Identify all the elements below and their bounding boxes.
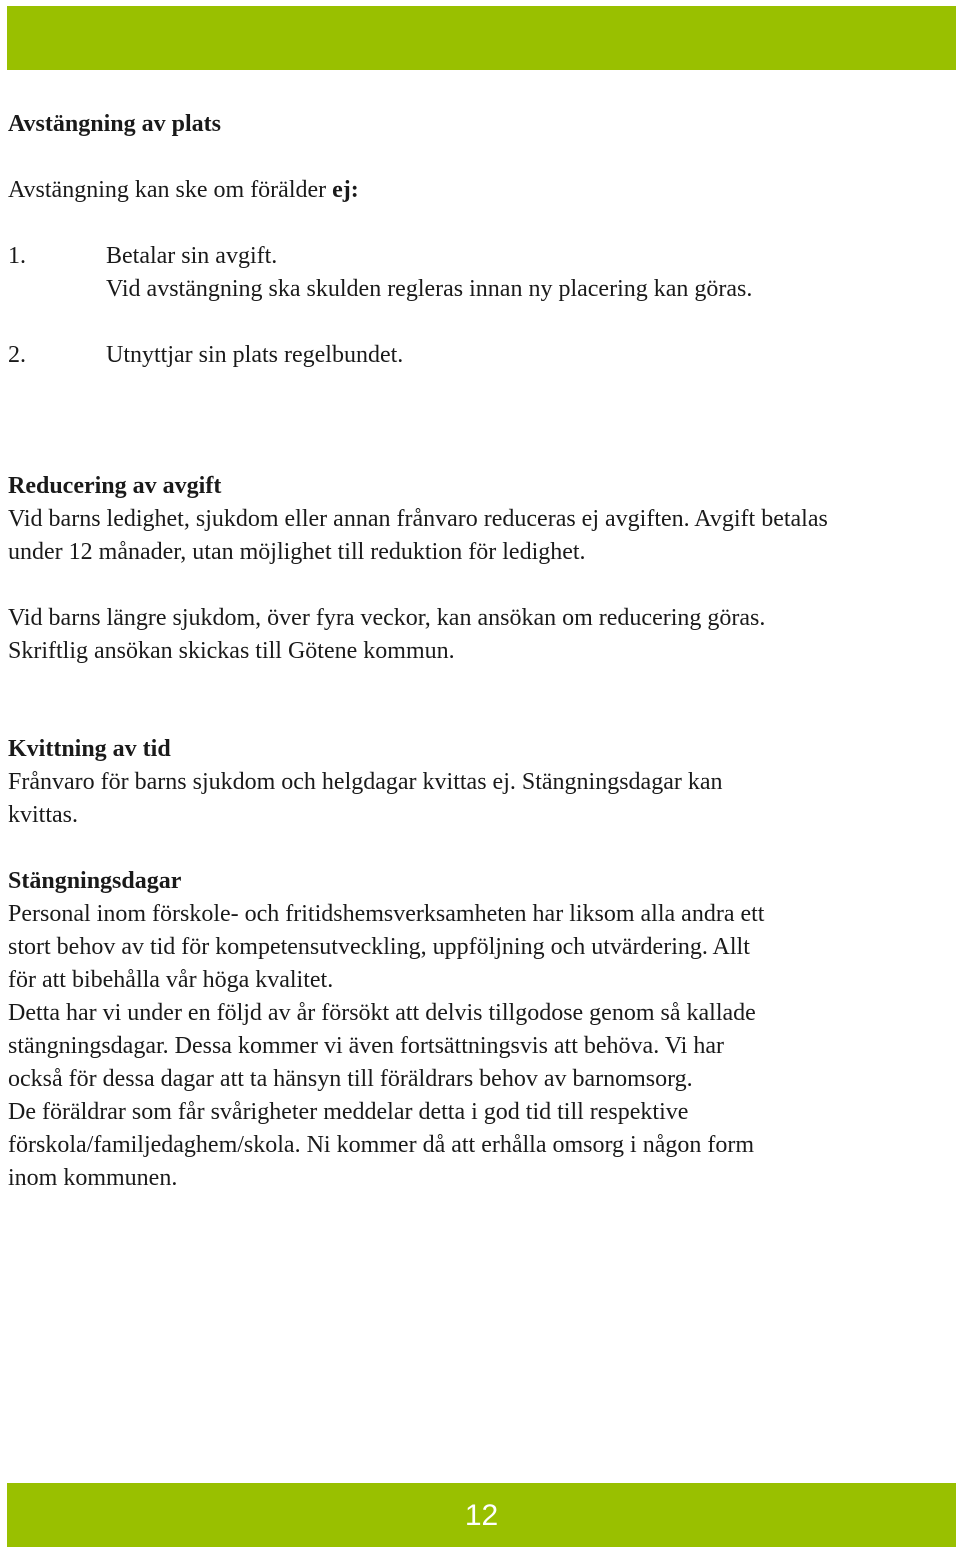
paragraph-line: Detta har vi under en följd av år försökt att delvis tillgodose genom så kallade <box>8 1000 756 1026</box>
paragraph-line: Vid barns ledighet, sjukdom eller annan frånvaro reduceras ej avgiften. Avgift betalas <box>8 506 828 532</box>
footer-bar <box>7 1483 956 1547</box>
intro-line <box>8 174 359 207</box>
list-subtext: Vid avstängning ska skulden regleras innan ny placering kan göras. <box>106 276 753 302</box>
intro-prefix: Avstängning kan ske om förälder <box>8 177 333 203</box>
heading-stangningsdagar: Stängningsdagar <box>8 868 182 894</box>
list-text: Betalar sin avgift. <box>106 243 278 269</box>
paragraph-line: Skriftlig ansökan skickas till Götene kommun. <box>8 638 455 664</box>
paragraph-line: Frånvaro för barns sjukdom och helgdagar kvittas ej. Stängningsdagar kan <box>8 769 723 795</box>
paragraph-line: Vid barns längre sjukdom, över fyra veckor, kan ansökan om reducering göras. <box>8 605 766 631</box>
paragraph-line: stängningsdagar. Dessa kommer vi även fortsättningsvis att behöva. Vi har <box>8 1033 724 1059</box>
header-bar <box>7 6 956 70</box>
list-text: Utnyttjar sin plats regelbundet. <box>106 342 404 368</box>
paragraph-line: De föräldrar som får svårigheter meddelar detta i god tid till respektive <box>8 1099 689 1125</box>
heading-kvittning: Kvittning av tid <box>8 736 171 762</box>
paragraph-line: också för dessa dagar att ta hänsyn till föräldrars behov av barnomsorg. <box>8 1066 693 1092</box>
list-number: 2. <box>8 342 26 368</box>
paragraph-line: inom kommunen. <box>8 1165 178 1191</box>
paragraph-line: Personal inom förskole- och fritidshemsverksamheten har liksom alla andra ett <box>8 901 765 927</box>
list-number: 1. <box>8 243 26 269</box>
page-number: 12 <box>464 1499 499 1532</box>
intro-bold: ej: <box>332 177 359 203</box>
paragraph-line: under 12 månader, utan möjlighet till reduktion för ledighet. <box>8 539 586 565</box>
paragraph-line: för att bibehålla vår höga kvalitet. <box>8 967 334 993</box>
paragraph-line: stort behov av tid för kompetensutveckling, uppföljning och utvärdering. Allt <box>8 934 750 960</box>
heading-avstangning: Avstängning av plats <box>8 111 221 137</box>
paragraph-line: kvittas. <box>8 802 78 828</box>
heading-reducering: Reducering av avgift <box>8 473 222 499</box>
paragraph-line: förskola/familjedaghem/skola. Ni kommer då att erhålla omsorg i någon form <box>8 1132 755 1158</box>
